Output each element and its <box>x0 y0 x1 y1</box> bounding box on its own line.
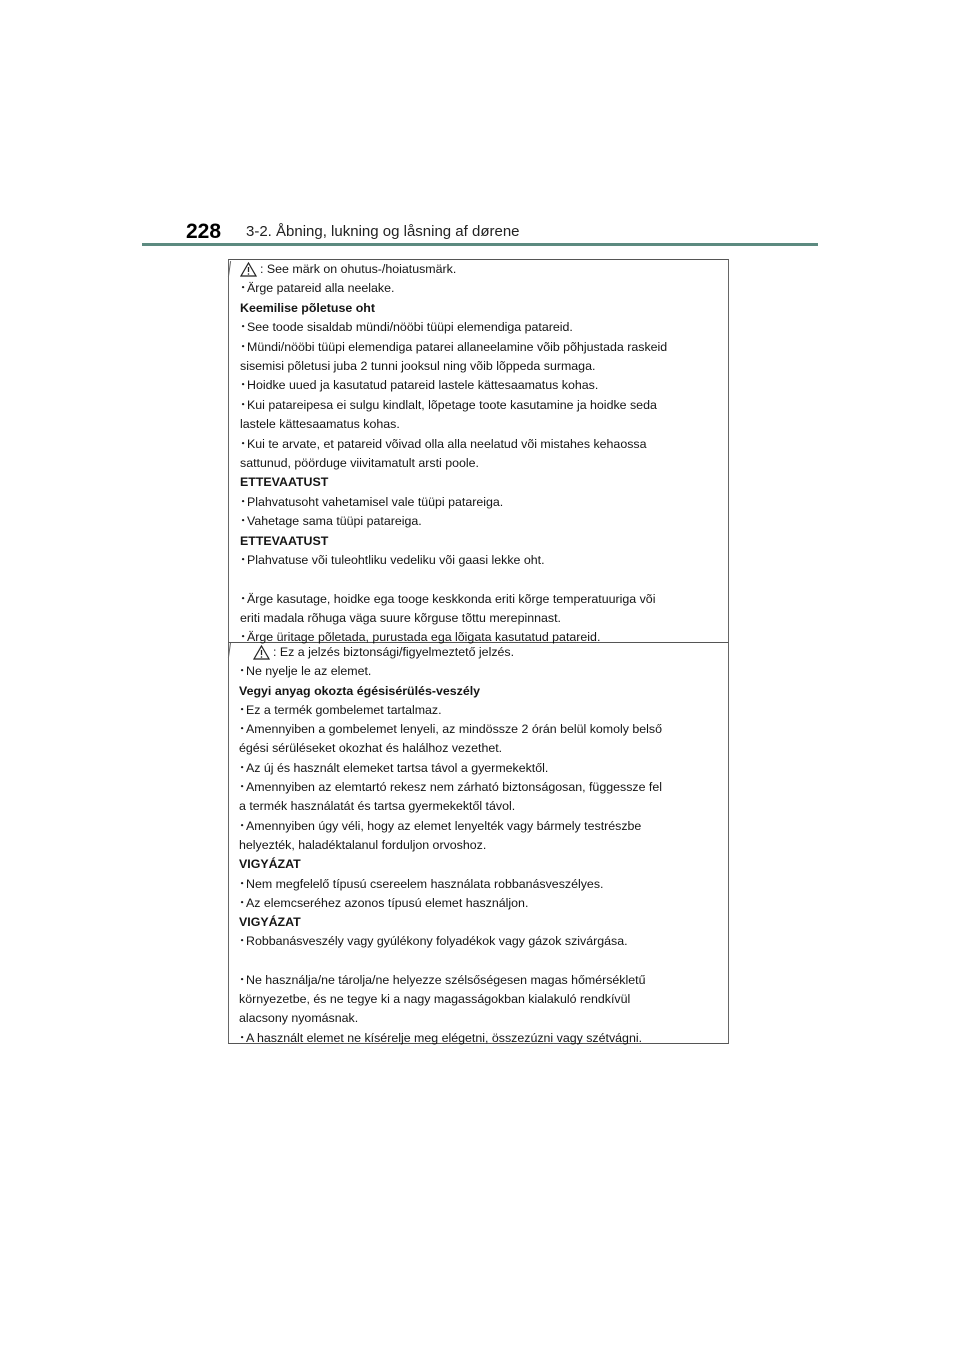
chapter-title: 3-2. Åbning, lukning og låsning af dørene <box>246 223 520 240</box>
estonian-line-text: Plahvatusoht vahetamisel vale tüüpi patareiga. <box>247 494 504 509</box>
estonian-text-line <box>240 318 724 337</box>
bullet-mark: ･ <box>240 553 247 568</box>
estonian-text-line <box>240 454 724 473</box>
bullet-mark: ･ <box>240 320 247 335</box>
warning-triangle-icon <box>240 262 257 277</box>
hungarian-line-text: Az elemcseréhez azonos típusú elemet használjon. <box>246 895 529 910</box>
hungarian-line-text: A használt elemet ne kísérelje meg elégetni, összezúzni vagy szétvágni. <box>246 1030 643 1045</box>
hungarian-text-line <box>239 662 724 681</box>
estonian-text-line <box>240 435 724 454</box>
hungarian-text-line <box>239 971 724 990</box>
hungarian-text-lines <box>239 662 724 1048</box>
bullet-mark: ･ <box>239 934 246 949</box>
hungarian-line-text: környezetbe, és ne tegye ki a nagy magasságokban kialakuló rendkívül <box>239 992 631 1007</box>
hungarian-line-text: Robbanásveszély vagy gyúlékony folyadékok vagy gázok szivárgása. <box>246 934 628 949</box>
estonian-text-line <box>240 493 724 512</box>
bullet-mark: ･ <box>240 281 247 296</box>
hungarian-text-line <box>239 1029 724 1048</box>
hungarian-line-text: Vegyi anyag okozta égésisérülés-veszély <box>239 683 481 698</box>
bullet-mark: ･ <box>239 876 246 891</box>
hungarian-heading <box>239 855 724 874</box>
estonian-line-text: sisemisi põletusi juba 2 tunni jooksul ning võib lõppeda surmaga. <box>240 359 596 374</box>
estonian-warning-box <box>228 259 729 643</box>
estonian-text-line <box>240 279 724 298</box>
hungarian-text-line <box>239 836 724 855</box>
estonian-line-text: sattunud, pöörduge viivitamatult arsti poole. <box>240 456 480 471</box>
bullet-mark: ･ <box>240 591 247 606</box>
hungarian-heading <box>239 913 724 932</box>
estonian-text-line <box>240 338 724 357</box>
estonian-heading <box>240 532 724 551</box>
hungarian-text-line <box>239 894 724 913</box>
hungarian-text-line <box>239 759 724 778</box>
hungarian-text-line <box>239 932 724 951</box>
estonian-line-text: Keemilise põletuse oht <box>240 300 375 315</box>
hungarian-warning-box <box>228 643 729 1044</box>
hungarian-line-text: Nem megfelelő típusú csereelem használata robbanásveszélyes. <box>246 876 604 891</box>
bullet-mark: ･ <box>240 397 247 412</box>
bullet-mark: ･ <box>239 760 246 775</box>
estonian-text-line <box>240 551 724 570</box>
estonian-text-line <box>240 512 724 531</box>
estonian-line-text: Ärge üritage põletada, purustada ega lõigata kasutatud patareid. <box>247 630 601 645</box>
estonian-text-line <box>240 396 724 415</box>
hungarian-line-text: Amennyiben úgy véli, hogy az elemet lenyelték vagy bármely testrészbe <box>246 818 642 833</box>
hungarian-line-text: Ne nyelje le az elemet. <box>246 664 372 679</box>
bullet-mark: ･ <box>240 436 247 451</box>
hungarian-line-text: VIGYÁZAT <box>239 857 301 872</box>
estonian-heading <box>240 299 724 318</box>
estonian-heading <box>240 473 724 492</box>
page-number: 228 <box>186 220 222 243</box>
hungarian-spacer <box>239 952 724 971</box>
estonian-text-line <box>240 415 724 434</box>
hungarian-line-text: Ne használja/ne tárolja/ne helyezze szélsőségesen magas hőmérsékletű <box>246 972 646 987</box>
estonian-line-text: See toode sisaldab mündi/nööbi tüüpi elemendiga patareid. <box>247 320 573 335</box>
estonian-text-line <box>240 357 724 376</box>
estonian-spacer <box>240 571 724 590</box>
bullet-mark: ･ <box>239 972 246 987</box>
hungarian-line-text: Ez a termék gombelemet tartalmaz. <box>246 702 442 717</box>
hungarian-text-line <box>239 778 724 797</box>
estonian-line-text: Kui te arvate, et patareid võivad olla alla neelatud või mistahes kehaossa <box>247 436 647 451</box>
hungarian-text-line <box>239 990 724 1009</box>
estonian-line-text: Plahvatuse või tuleohtliku vedeliku või gaasi lekke oht. <box>247 553 545 568</box>
hungarian-line-text: helyezték, haladéktalanul forduljon orvoshoz. <box>239 837 487 852</box>
estonian-line-text: lastele kättesaamatus kohas. <box>240 417 400 432</box>
hungarian-heading <box>239 682 724 701</box>
hungarian-text-line <box>239 1009 724 1028</box>
hungarian-text-line <box>239 739 724 758</box>
hungarian-text-line <box>239 875 724 894</box>
bullet-mark: ･ <box>240 514 247 529</box>
bullet-mark: ･ <box>240 494 247 509</box>
hungarian-text-line <box>239 720 724 739</box>
bullet-mark: ･ <box>239 1030 246 1045</box>
estonian-line-text: eriti madala rõhuga väga suure kõrguse tõttu merepinnast. <box>240 610 561 625</box>
hungarian-line-text: Amennyiben az elemtartó rekesz nem zárható biztonságosan, függessze fel <box>246 780 663 795</box>
estonian-line-text: Vahetage sama tüüpi patareiga. <box>247 514 422 529</box>
estonian-warning-title <box>240 260 724 279</box>
estonian-warning-label: : See märk on ohutus-/hoiatusmärk. <box>260 262 457 276</box>
warning-triangle-icon <box>253 645 270 660</box>
bullet-mark: ･ <box>239 895 246 910</box>
hungarian-text-line <box>239 797 724 816</box>
estonian-text-lines <box>240 279 724 647</box>
hungarian-line-text: alacsony nyomásnak. <box>239 1011 359 1026</box>
header-rule <box>142 243 818 246</box>
estonian-text-line <box>240 376 724 395</box>
bullet-mark: ･ <box>239 722 246 737</box>
hungarian-line-text: Az új és használt elemeket tartsa távol a gyermekektől. <box>246 760 549 775</box>
estonian-text-line <box>240 590 724 609</box>
hungarian-line-text: égési sérüléseket okozhat és halálhoz vezethet. <box>239 741 503 756</box>
hungarian-line-text: a termék használatát és tartsa gyermekektől távol. <box>239 799 516 814</box>
estonian-line-text: Mündi/nööbi tüüpi elemendiga patarei allaneelamine võib põhjustada raskeid <box>247 339 668 354</box>
estonian-line-text: Ärge kasutage, hoidke ega tooge keskkonda eriti kõrge temperatuuriga või <box>247 591 656 606</box>
bullet-mark: ･ <box>239 702 246 717</box>
estonian-line-text: ETTEVAATUST <box>240 475 329 490</box>
estonian-line-text: Kui patareipesa ei sulgu kindlalt, lõpetage toote kasutamine ja hoidke seda <box>247 397 657 412</box>
bullet-mark: ･ <box>239 818 246 833</box>
bullet-mark: ･ <box>240 339 247 354</box>
page-header <box>0 212 960 252</box>
hungarian-line-text: Amennyiben a gombelemet lenyeli, az mindössze 2 órán belül komoly belső <box>246 722 662 737</box>
hungarian-warning-label: : Ez a jelzés biztonsági/figyelmeztető jelzés. <box>273 645 515 659</box>
estonian-line-text: ETTEVAATUST <box>240 533 329 548</box>
bullet-mark: ･ <box>240 378 247 393</box>
estonian-line-text: Hoidke uued ja kasutatud patareid lastele kättesaamatus kohas. <box>247 378 599 393</box>
hungarian-warning-title <box>239 643 724 662</box>
estonian-text-line <box>240 609 724 628</box>
hungarian-text-line <box>239 817 724 836</box>
bullet-mark: ･ <box>240 630 247 645</box>
hungarian-text-line <box>239 701 724 720</box>
bullet-mark: ･ <box>239 780 246 795</box>
hungarian-line-text: VIGYÁZAT <box>239 915 301 930</box>
estonian-line-text: Ärge patareid alla neelake. <box>247 281 395 296</box>
bullet-mark: ･ <box>239 664 246 679</box>
